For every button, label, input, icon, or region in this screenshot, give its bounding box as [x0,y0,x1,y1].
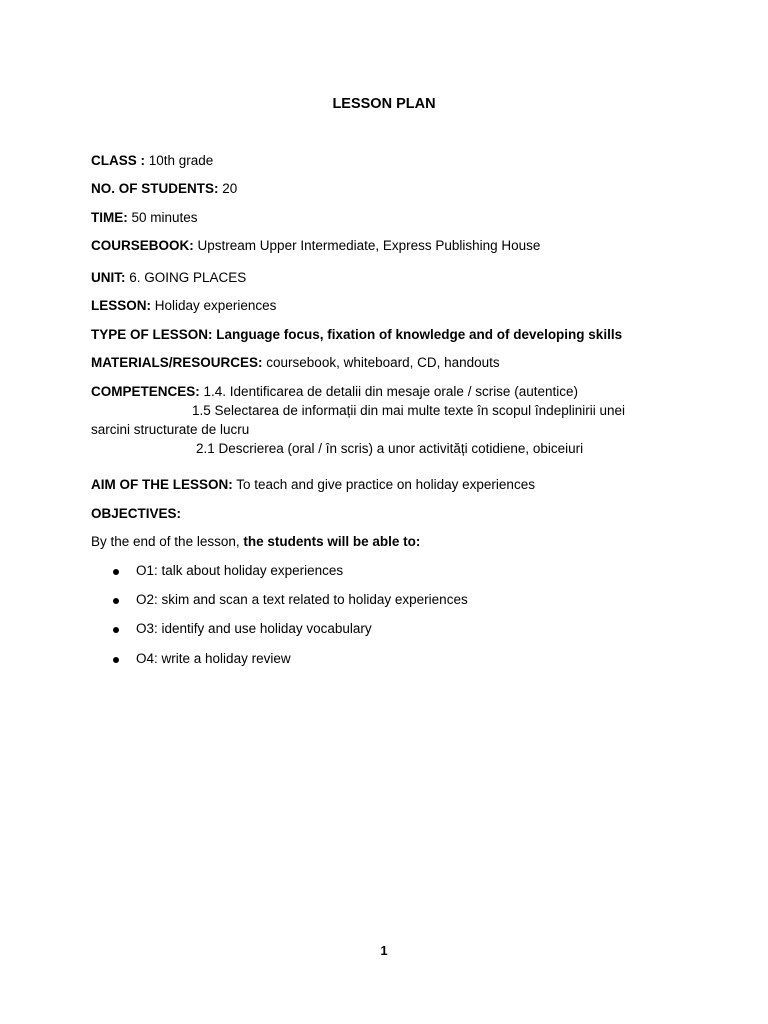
competences-line [91,384,578,399]
objective-code: O1: [136,563,158,578]
lesson-type-line [91,327,622,342]
objectives-intro-bold: the students will be able to: [243,534,421,549]
materials-value: coursebook, whiteboard, CD, handouts [266,355,500,370]
lesson-line [91,298,276,313]
objectives-intro-plain: By the end of the lesson, [91,534,240,549]
page-number: 1 [380,943,388,958]
time-label: TIME: [91,210,128,225]
lesson-value: Holiday experiences [154,298,277,313]
competence-1-5: 1.5 Selectarea de informații din mai multe texte în scopul îndeplinirii unei [192,403,625,418]
bullet-icon [113,569,119,575]
unit-line [91,270,246,285]
aim-value: To teach and give practice on holiday experiences [236,477,535,492]
students-value: 20 [222,181,238,196]
class-value: 10th grade [148,153,214,168]
materials-label: MATERIALS/RESOURCES: [91,355,263,370]
competences-label: COMPETENCES: [91,384,200,399]
bullet-icon [113,657,119,663]
unit-label: UNIT: [91,270,126,285]
objective-code: O2: [136,592,158,607]
materials-line [91,355,500,370]
aim-line [91,477,535,492]
unit-value: 6. GOING PLACES [129,270,247,285]
objective-text: talk about holiday experiences [161,563,344,578]
competence-1-4: 1.4. Identificarea de detalii din mesaje orale / scrise (autentice) [203,384,578,399]
page-title: LESSON PLAN [332,96,436,112]
bullet-icon [113,598,119,604]
objective-text: skim and scan a text related to holiday experiences [161,592,468,607]
objective-text: identify and use holiday vocabulary [161,621,372,636]
lesson-type-label: TYPE OF LESSON: [91,327,213,342]
coursebook-value: Upstream Upper Intermediate, Express Publishing House [197,238,541,253]
objective-code: O3: [136,621,158,636]
time-value: 50 minutes [131,210,198,225]
class-label: CLASS : [91,153,145,168]
class-line [91,153,213,168]
bullet-icon [113,627,119,633]
objectives-intro [91,534,420,549]
objectives-heading: OBJECTIVES: [91,506,182,521]
lesson-label: LESSON: [91,298,152,313]
objective-text: write a holiday review [161,651,291,666]
time-line [91,210,198,225]
lesson-type-value: Language focus, fixation of knowledge and of developing skills [216,327,623,342]
competence-2-1: 2.1 Descrierea (oral / în scris) a unor activități cotidiene, obiceiuri [196,441,584,456]
students-label: NO. OF STUDENTS: [91,181,219,196]
objective-code: O4: [136,651,158,666]
aim-label: AIM OF THE LESSON: [91,477,233,492]
coursebook-label: COURSEBOOK: [91,238,194,253]
coursebook-line [91,238,540,253]
students-line [91,181,237,196]
competence-1-5-continued: sarcini structurate de lucru [91,422,250,437]
